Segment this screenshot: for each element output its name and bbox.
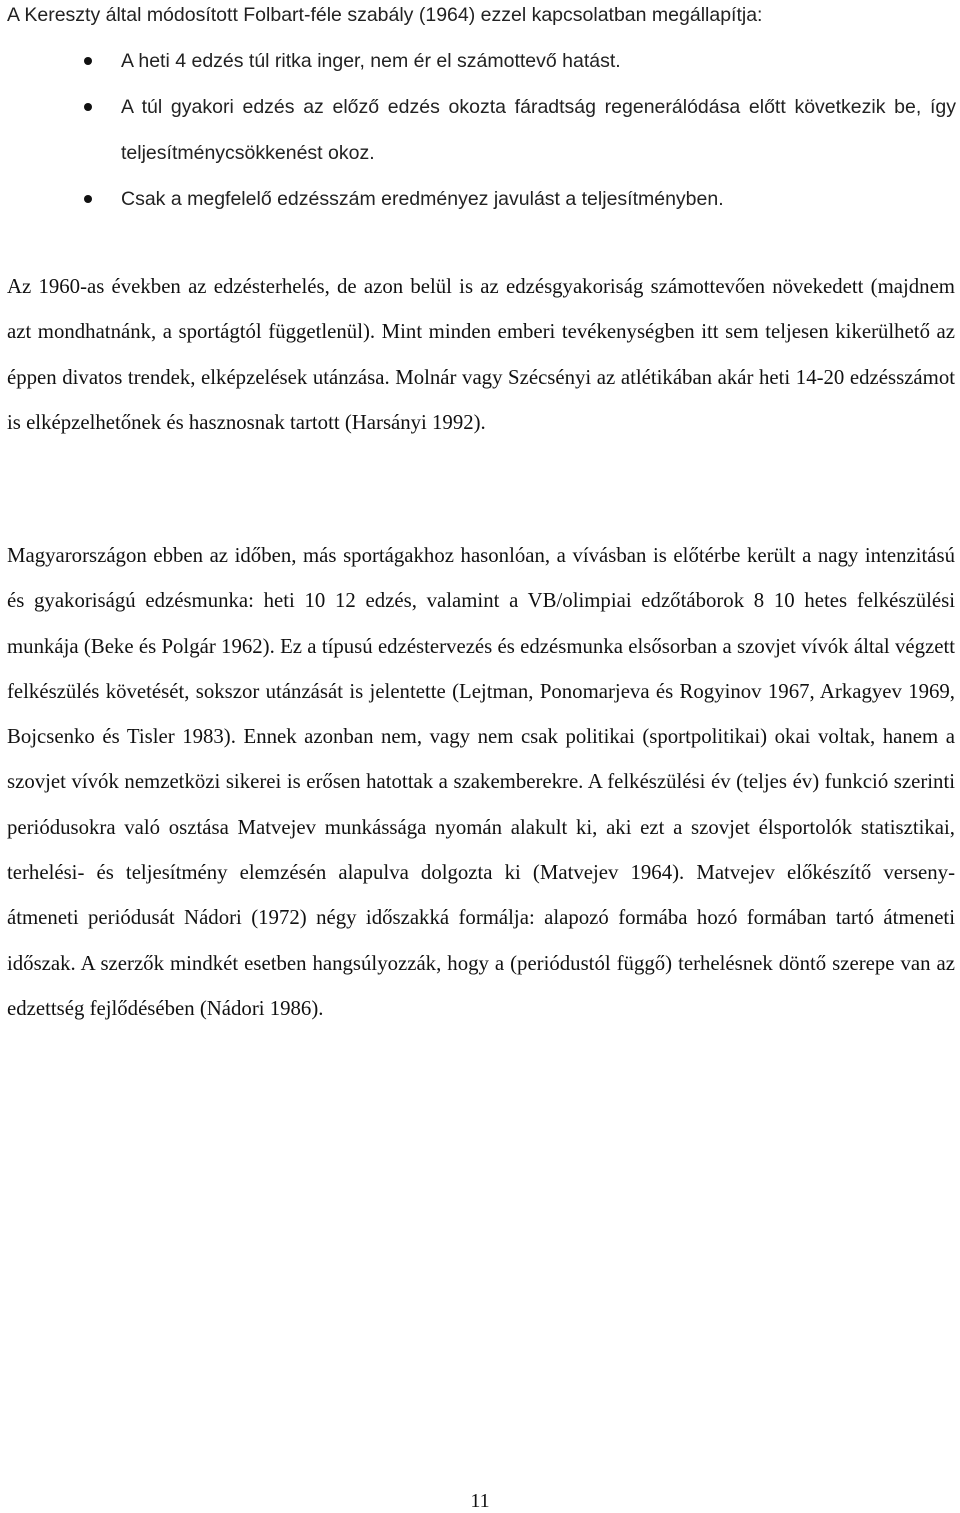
list-item bbox=[0, 38, 956, 84]
list-item bbox=[0, 176, 956, 222]
page-number: 11 bbox=[470, 1490, 490, 1512]
bullet-list bbox=[0, 38, 960, 222]
paragraph-1960s: Az 1960-as években az edzésterhelés, de azon belül is az edzésgyakoriság számottevően növekedett (majdnem azt mondhatnánk, a sportágtól függetlenül). Mint minden emberi tevékenységben itt sem teljesen kikerülhető az éppen divatos trendek, elképzelések utánzása. Molnár vagy Szécsényi az atlétikában akár heti 14-20 edzésszámot is elképzelhetőnek és hasznosnak tartott (Harsányi 1992). bbox=[7, 275, 955, 434]
intro-sentence: A Kereszty által módosított Folbart-féle szabály (1964) ezzel kapcsolatban megállapítja: bbox=[7, 4, 763, 26]
bullet-text: Csak a megfelelő edzésszám eredményez javulást a teljesítményben. bbox=[121, 188, 724, 210]
bullet-icon bbox=[84, 103, 92, 111]
bullet-text: A heti 4 edzés túl ritka inger, nem ér el számottevő hatást. bbox=[121, 50, 621, 72]
bullet-text: A túl gyakori edzés az előző edzés okozta fáradtság regenerálódása előtt következik be, így teljesítménycsökkenést okoz. bbox=[121, 96, 956, 164]
bullet-icon bbox=[84, 195, 92, 203]
bullet-icon bbox=[84, 57, 92, 65]
list-item bbox=[0, 84, 956, 176]
paragraph-hungary: Magyarországon ebben az időben, más sportágakhoz hasonlóan, a vívásban is előtérbe került a nagy intenzitású és gyakoriságú edzésmunka: heti 10 12 edzés, valamint a VB/olimpiai edzőtáborok 8 10 hetes felkészülési munkája (Beke és Polgár 1962). Ez a típusú edzéstervezés és edzésmunka elsősorban a szovjet vívók által végzett felkészülés követését, sokszor utánzását is jelentette (Lejtman, Ponomarjeva és Rogyinov 1967, Arkagyev 1969, Bojcsenko és Tisler 1983). Ennek azonban nem, vagy nem csak politikai (sportpolitikai) okai voltak, hanem a szovjet vívók nemzetközi sikerei is erősen hatottak a szakemberekre. A felkészülési év (teljes év) funkció szerinti periódusokra való osztása Matvejev munkássága nyomán alakult ki, aki ezt a szovjet élsportolók statisztikai, terhelési- és teljesítmény elemzésén alapulva dolgozta ki (Matvejev 1964). Matvejev előkészítő verseny- átmeneti periódusát Nádori (1972) négy időszakká formálja: alapozó formába hozó formában tartó átmeneti időszak. A szerzők mindkét esetben hangsúlyozzák, hogy a (periódustól függő) terhelésnek döntő szerepe van az edzettség fejlődésében (Nádori 1986). bbox=[7, 544, 955, 1020]
